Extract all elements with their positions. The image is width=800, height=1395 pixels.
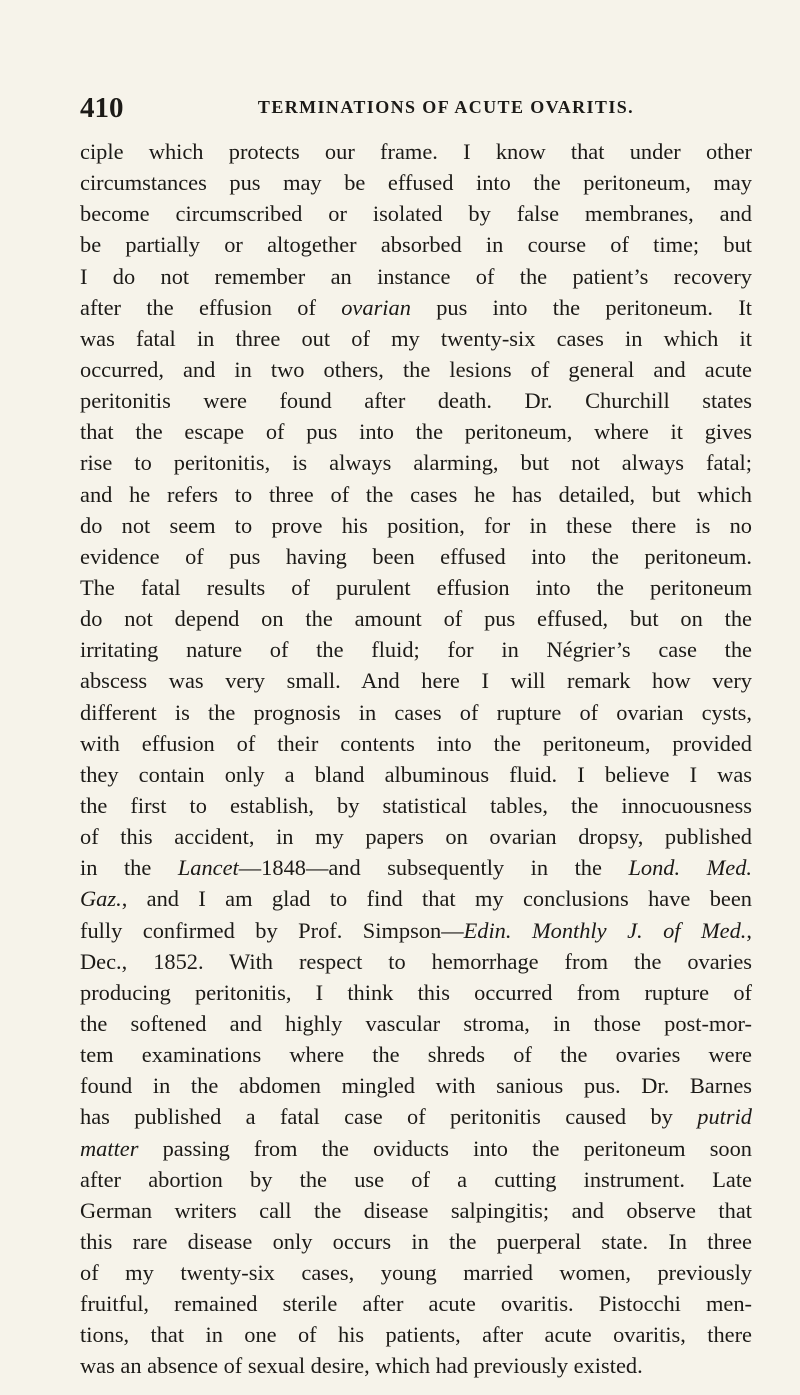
text-run: —1848—and subsequently in the	[238, 855, 629, 881]
text-line	[80, 665, 752, 696]
text-line	[80, 447, 752, 478]
italic-text: matter	[80, 1135, 139, 1161]
text-line	[80, 915, 752, 946]
text-run: passing from the oviducts into the peritoneum soon	[138, 1135, 752, 1161]
text-line	[80, 946, 752, 977]
page-number: 410	[80, 92, 124, 124]
text-line	[80, 1257, 752, 1288]
text-run: , and I am glad to find that my conclusions have been	[121, 886, 752, 912]
text-line	[80, 883, 752, 914]
text-run: become circumscribed or isolated by false membranes, and	[80, 201, 752, 227]
text-line	[80, 1070, 752, 1101]
text-run: fully confirmed by Prof. Simpson—	[80, 917, 464, 943]
text-line	[80, 1288, 752, 1319]
italic-text: Gaz.	[80, 886, 122, 912]
text-run: with effusion of their contents into the peritoneum, provided	[80, 730, 752, 756]
text-run: German writers call the disease salpingitis; and observe that	[80, 1197, 752, 1223]
text-line	[80, 167, 752, 198]
text-line	[80, 479, 752, 510]
text-line	[80, 790, 752, 821]
text-run: The fatal results of purulent effusion into the peritoneum	[80, 574, 752, 600]
text-run: was an absence of sexual desire, which had previously existed.	[80, 1353, 643, 1379]
text-run: rise to peritonitis, is always alarming, but not always fatal;	[80, 450, 752, 476]
text-line	[80, 728, 752, 759]
text-run: fruitful, remained sterile after acute ovaritis. Pistocchi men-	[80, 1291, 752, 1317]
text-line	[80, 323, 752, 354]
text-line	[80, 634, 752, 665]
text-run: tem examinations where the shreds of the ovaries were	[80, 1042, 752, 1068]
text-run: circumstances pus may be effused into the peritoneum, may	[80, 170, 752, 196]
text-run: different is the prognosis in cases of rupture of ovarian cysts,	[80, 699, 752, 725]
text-line	[80, 198, 752, 229]
text-line	[80, 603, 752, 634]
text-run: do not depend on the amount of pus effused, but on the	[80, 606, 752, 632]
text-run: tions, that in one of his patients, after acute ovaritis, there	[80, 1322, 752, 1348]
text-run: of my twenty-six cases, young married women, previously	[80, 1260, 752, 1286]
text-run: Dec., 1852. With respect to hemorrhage from the ovaries	[80, 948, 752, 974]
text-run: after the effusion of	[80, 294, 342, 320]
text-line	[80, 261, 752, 292]
text-line	[80, 1008, 752, 1039]
text-run: occurred, and in two others, the lesions of general and acute	[80, 356, 752, 382]
text-run: and he refers to three of the cases he has detailed, but which	[80, 481, 752, 507]
text-line	[80, 510, 752, 541]
text-line	[80, 852, 752, 883]
text-line	[80, 416, 752, 447]
text-run: the softened and highly vascular stroma, in those post-mor-	[80, 1010, 752, 1036]
text-line	[80, 385, 752, 416]
text-line	[80, 1319, 752, 1350]
text-line	[80, 1133, 752, 1164]
italic-text: Edin. Monthly J. of Med.	[463, 917, 747, 943]
text-line	[80, 1039, 752, 1070]
text-run: evidence of pus having been effused into the peritoneum.	[80, 543, 752, 569]
text-line	[80, 821, 752, 852]
text-line	[80, 1195, 752, 1226]
text-run: be partially or altogether absorbed in course of time; but	[80, 232, 752, 258]
text-run: in the	[80, 855, 178, 881]
text-run: peritonitis were found after death. Dr. Churchill states	[80, 388, 752, 414]
running-title: TERMINATIONS OF ACUTE OVARITIS.	[257, 97, 635, 117]
text-line	[80, 354, 752, 385]
text-run: they contain only a bland albuminous fluid. I believe I was	[80, 761, 752, 787]
text-run: has published a fatal case of peritonitis caused by	[80, 1104, 698, 1130]
text-run: was fatal in three out of my twenty-six cases in which it	[80, 325, 752, 351]
text-line	[80, 1350, 752, 1381]
text-line	[80, 541, 752, 572]
text-run: this rare disease only occurs in the puerperal state. In three	[80, 1228, 752, 1254]
text-run: pus into the peritoneum. It	[410, 294, 752, 320]
italic-text: ovarian	[341, 294, 411, 320]
text-line	[80, 977, 752, 1008]
text-line	[80, 572, 752, 603]
text-line	[80, 1101, 752, 1132]
text-run: do not seem to prove his position, for in these there is no	[80, 512, 752, 538]
text-run: that the escape of pus into the peritoneum, where it gives	[80, 419, 752, 445]
text-run: the first to establish, by statistical tables, the innocuousness	[80, 792, 752, 818]
text-line	[80, 136, 752, 167]
text-run: producing peritonitis, I think this occurred from rupture of	[80, 979, 752, 1005]
text-run: ,	[746, 917, 752, 943]
text-run: I do not remember an instance of the patient’s recovery	[80, 263, 752, 289]
text-run: irritating nature of the fluid; for in Négrier’s case the	[80, 637, 752, 663]
text-run: of this accident, in my papers on ovarian dropsy, published	[80, 824, 752, 850]
page-header	[80, 92, 752, 132]
text-run: ciple which protects our frame. I know that under other	[80, 139, 752, 164]
italic-text: putrid	[697, 1104, 752, 1130]
text-line	[80, 759, 752, 790]
text-run: abscess was very small. And here I will remark how very	[80, 668, 752, 694]
body-paragraph	[80, 136, 752, 1382]
text-line	[80, 1226, 752, 1257]
text-line	[80, 292, 752, 323]
text-line	[80, 229, 752, 260]
text-line	[80, 1164, 752, 1195]
text-run: found in the abdomen mingled with sanious pus. Dr. Barnes	[80, 1073, 752, 1099]
text-line	[80, 697, 752, 728]
italic-text: Lancet	[177, 855, 239, 881]
text-run: after abortion by the use of a cutting instrument. Late	[80, 1166, 752, 1192]
italic-text: Lond. Med.	[628, 855, 752, 881]
